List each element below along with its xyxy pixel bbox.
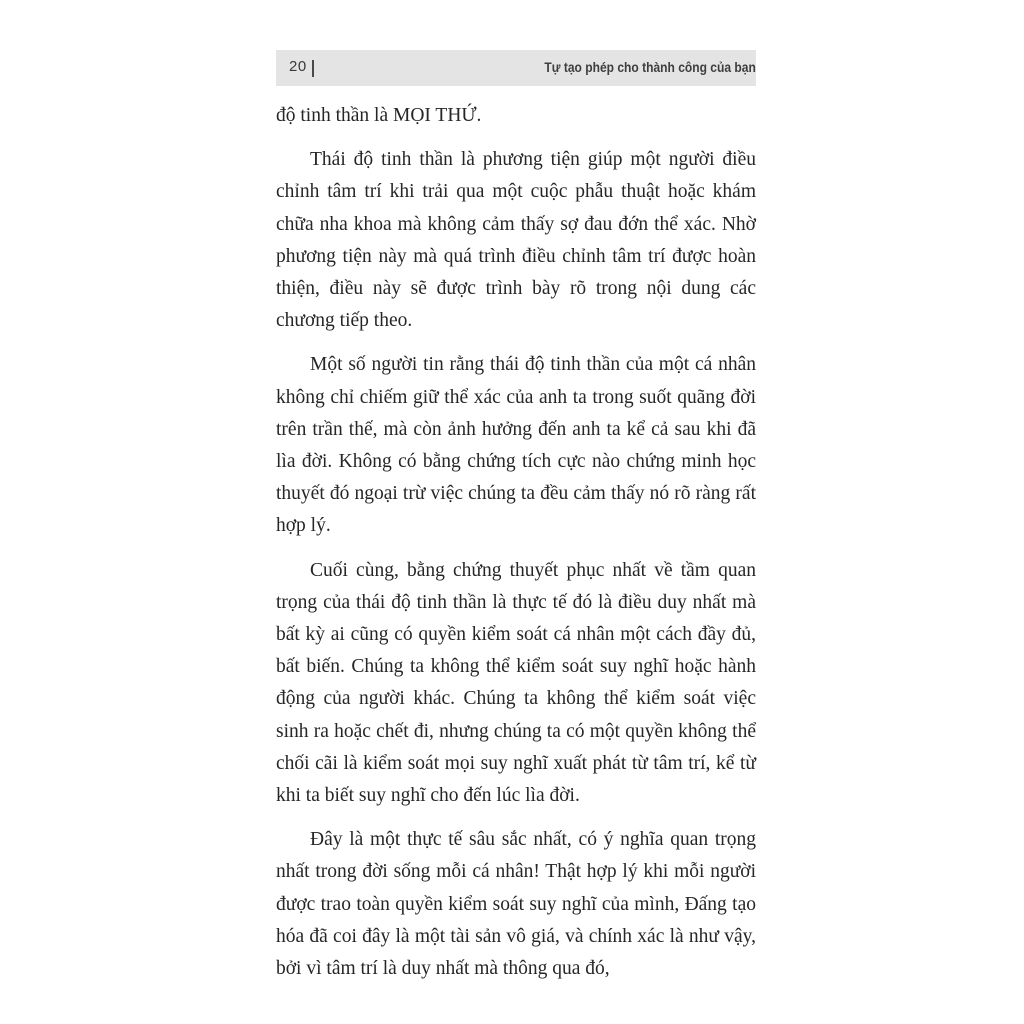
paragraph-2: Một số người tin rằng thái độ tinh thần của một cá nhân không chỉ chiếm giữ thể xác của anh ta trong suốt quãng đời trên trần thế, mà còn ảnh hưởng đến anh ta kể cả sau khi đã lìa đời. Không có bằng chứng tích cực nào chứng minh học thuyết đó ngoại trừ việc chúng ta đều cảm thấy nó rõ ràng rất hợp lý. [276,354,756,537]
paragraph-3: Cuối cùng, bằng chứng thuyết phục nhất về tầm quan trọng của thái độ tinh thần là thực tế đó là điều duy nhất mà bất kỳ ai cũng có quyền kiểm soát cá nhân một cách đầy đủ, bất biến. Chúng ta không thể kiểm soát suy nghĩ hoặc hành động của người khác. Chúng ta không thể kiểm soát việc sinh ra hoặc chết đi, nhưng chúng ta có một quyền không thể chối cãi là kiểm soát mọi suy nghĩ xuất phát từ tâm trí, kể từ khi ta biết suy nghĩ cho đến lúc lìa đời. [276,559,756,807]
paragraph-1: Thái độ tinh thần là phương tiện giúp một người điều chỉnh tâm trí khi trải qua một cuộc phẫu thuật hoặc khám chữa nha khoa mà không cảm thấy sợ đau đớn thể xác. Nhờ phương tiện này mà quá trình điều chỉnh tâm trí được hoàn thiện, điều này sẽ được trình bày rõ trong nội dung các chương tiếp theo. [276,149,756,332]
header-divider [312,60,314,77]
running-title: Tự tạo phép cho thành công của bạn [544,59,756,75]
paragraph-4: Đây là một thực tế sâu sắc nhất, có ý nghĩa quan trọng nhất trong đời sống mỗi cá nhân! Thật hợp lý khi mỗi người được trao toàn quyền kiểm soát suy nghĩ của mình, Đấng tạo hóa đã coi đây là một tài sản vô giá, và chính xác là như vậy, bởi vì tâm trí là duy nhất mà thông qua đó, [276,829,756,980]
continued-line: độ tinh thần là MỌI THỨ. [276,105,482,126]
running-header [276,50,756,86]
page-number: 20 [289,58,307,75]
body-text [276,100,756,985]
